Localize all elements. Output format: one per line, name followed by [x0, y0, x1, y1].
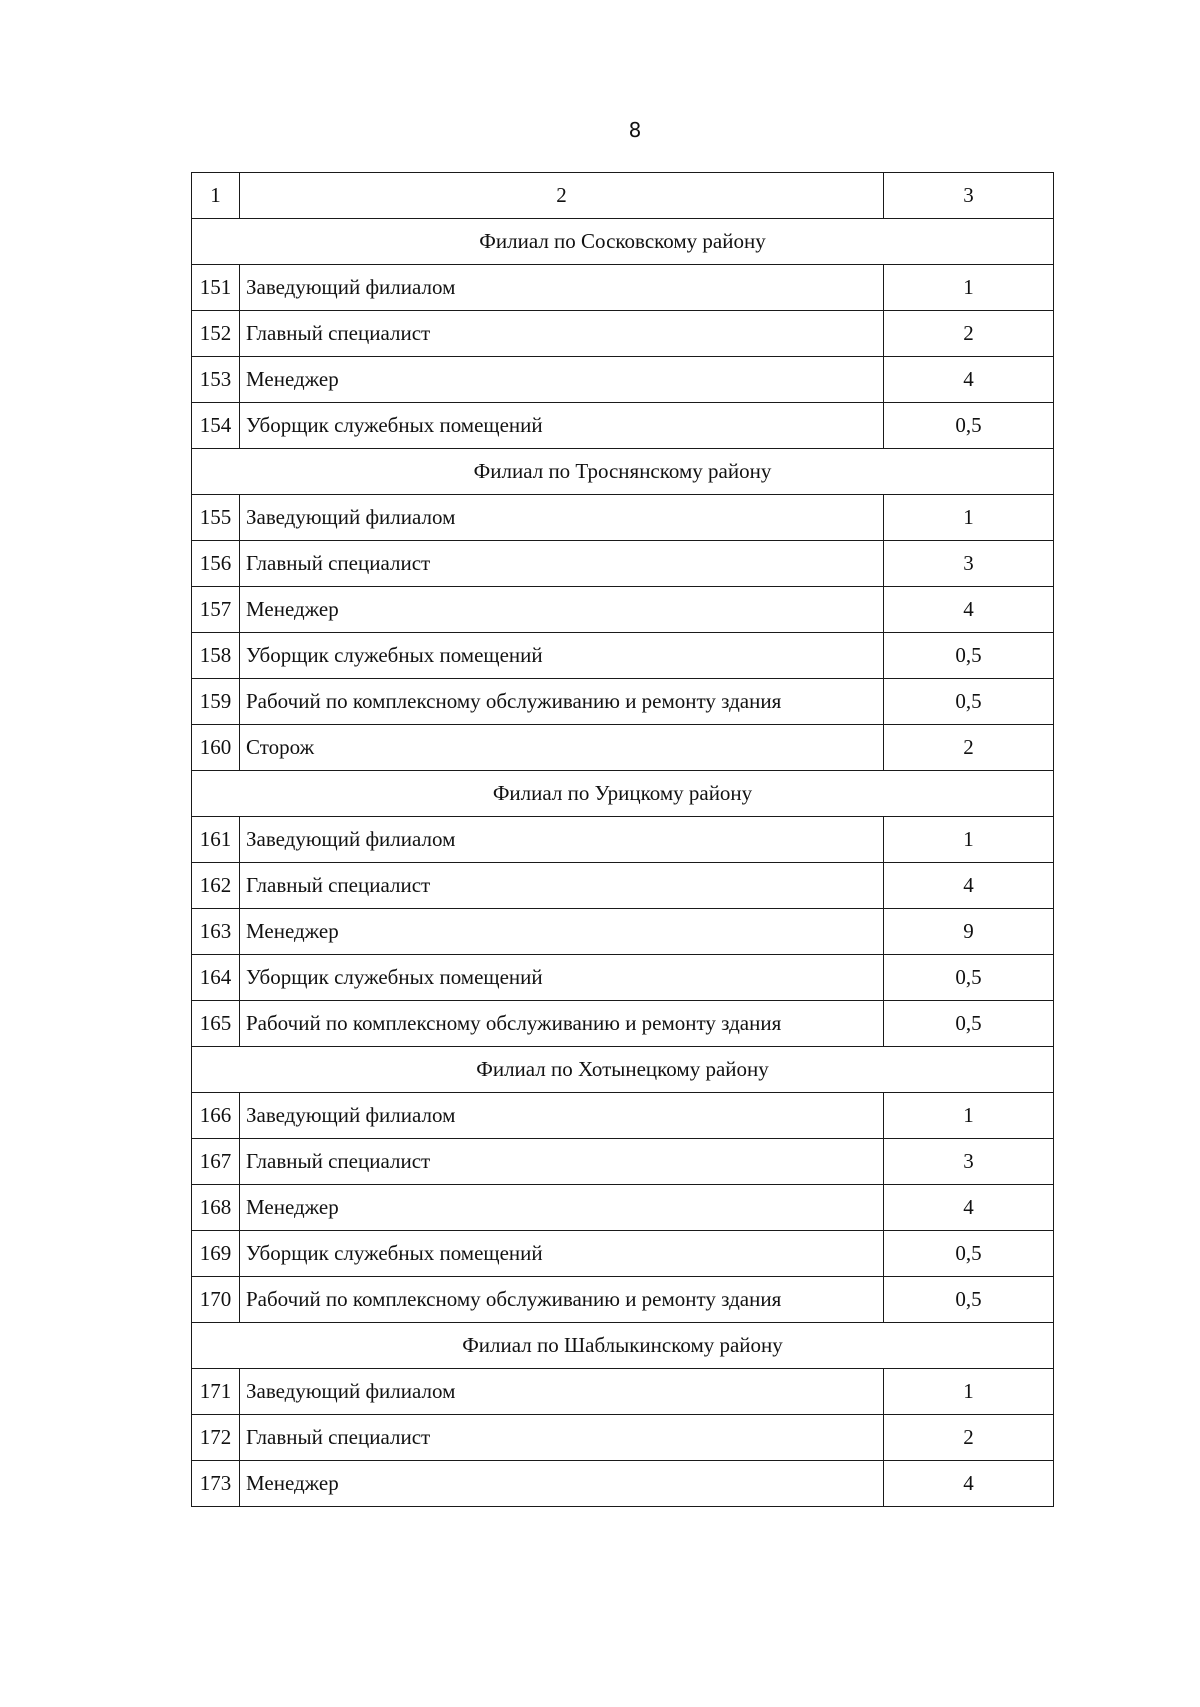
- staff-quantity: 0,5: [884, 955, 1054, 1001]
- staff-quantity: 0,5: [884, 1231, 1054, 1277]
- row-number: 167: [192, 1139, 240, 1185]
- position-name: Заведующий филиалом: [240, 1369, 884, 1415]
- table-row: [192, 1461, 1054, 1507]
- row-number: 171: [192, 1369, 240, 1415]
- section-header-row: [192, 219, 1054, 265]
- section-title: Филиал по Урицкому району: [192, 771, 1054, 817]
- staff-quantity: 4: [884, 587, 1054, 633]
- row-number: 162: [192, 863, 240, 909]
- staff-quantity: 2: [884, 1415, 1054, 1461]
- table-row: [192, 955, 1054, 1001]
- staff-quantity: 0,5: [884, 403, 1054, 449]
- table-row: [192, 1415, 1054, 1461]
- row-number: 156: [192, 541, 240, 587]
- position-name: Менеджер: [240, 1461, 884, 1507]
- section-header-row: [192, 1047, 1054, 1093]
- column-number-1: 1: [192, 173, 240, 219]
- column-number-row: [192, 173, 1054, 219]
- table-row: [192, 679, 1054, 725]
- staff-quantity: 2: [884, 311, 1054, 357]
- staff-quantity: 0,5: [884, 679, 1054, 725]
- position-name: Уборщик служебных помещений: [240, 1231, 884, 1277]
- position-name: Заведующий филиалом: [240, 1093, 884, 1139]
- section-header-row: [192, 771, 1054, 817]
- table-row: [192, 495, 1054, 541]
- row-number: 159: [192, 679, 240, 725]
- table-row: [192, 909, 1054, 955]
- staff-quantity: 1: [884, 495, 1054, 541]
- column-number-2: 2: [240, 173, 884, 219]
- staff-quantity: 1: [884, 1093, 1054, 1139]
- position-name: Заведующий филиалом: [240, 495, 884, 541]
- staff-quantity: 1: [884, 1369, 1054, 1415]
- section-title: Филиал по Шаблыкинскому району: [192, 1323, 1054, 1369]
- table-row: [192, 633, 1054, 679]
- table-row: [192, 541, 1054, 587]
- staff-quantity: 3: [884, 541, 1054, 587]
- position-name: Менеджер: [240, 1185, 884, 1231]
- column-number-3: 3: [884, 173, 1054, 219]
- row-number: 152: [192, 311, 240, 357]
- position-name: Главный специалист: [240, 1139, 884, 1185]
- row-number: 155: [192, 495, 240, 541]
- table-row: [192, 311, 1054, 357]
- position-name: Рабочий по комплексному обслуживанию и ремонту здания: [240, 679, 884, 725]
- staff-quantity: 4: [884, 1461, 1054, 1507]
- row-number: 161: [192, 817, 240, 863]
- row-number: 169: [192, 1231, 240, 1277]
- table-row: [192, 1277, 1054, 1323]
- staff-quantity: 9: [884, 909, 1054, 955]
- page-number: 8: [628, 118, 642, 142]
- table-row: [192, 1369, 1054, 1415]
- table-row: [192, 863, 1054, 909]
- row-number: 163: [192, 909, 240, 955]
- position-name: Главный специалист: [240, 311, 884, 357]
- row-number: 157: [192, 587, 240, 633]
- table-row: [192, 357, 1054, 403]
- row-number: 173: [192, 1461, 240, 1507]
- row-number: 160: [192, 725, 240, 771]
- staff-quantity: 4: [884, 863, 1054, 909]
- row-number: 165: [192, 1001, 240, 1047]
- section-title: Филиал по Сосковскому району: [192, 219, 1054, 265]
- position-name: Менеджер: [240, 357, 884, 403]
- staff-table: [191, 172, 1054, 1507]
- row-number: 154: [192, 403, 240, 449]
- staff-quantity: 4: [884, 357, 1054, 403]
- position-name: Заведующий филиалом: [240, 817, 884, 863]
- position-name: Менеджер: [240, 909, 884, 955]
- section-header-row: [192, 449, 1054, 495]
- position-name: Сторож: [240, 725, 884, 771]
- staff-quantity: 0,5: [884, 1001, 1054, 1047]
- staff-quantity: 1: [884, 817, 1054, 863]
- row-number: 166: [192, 1093, 240, 1139]
- section-title: Филиал по Троснянскому району: [192, 449, 1054, 495]
- table-row: [192, 817, 1054, 863]
- staff-quantity: 0,5: [884, 633, 1054, 679]
- table-row: [192, 1231, 1054, 1277]
- row-number: 164: [192, 955, 240, 1001]
- table-row: [192, 587, 1054, 633]
- table-row: [192, 1185, 1054, 1231]
- table-row: [192, 1139, 1054, 1185]
- staff-quantity: 0,5: [884, 1277, 1054, 1323]
- table-row: [192, 725, 1054, 771]
- staff-quantity: 4: [884, 1185, 1054, 1231]
- position-name: Менеджер: [240, 587, 884, 633]
- position-name: Уборщик служебных помещений: [240, 955, 884, 1001]
- staff-quantity: 2: [884, 725, 1054, 771]
- table-row: [192, 1001, 1054, 1047]
- row-number: 153: [192, 357, 240, 403]
- row-number: 151: [192, 265, 240, 311]
- table-row: [192, 1093, 1054, 1139]
- position-name: Уборщик служебных помещений: [240, 403, 884, 449]
- row-number: 168: [192, 1185, 240, 1231]
- row-number: 172: [192, 1415, 240, 1461]
- position-name: Рабочий по комплексному обслуживанию и ремонту здания: [240, 1277, 884, 1323]
- staff-table-body: [192, 173, 1054, 1507]
- staff-quantity: 3: [884, 1139, 1054, 1185]
- position-name: Заведующий филиалом: [240, 265, 884, 311]
- position-name: Главный специалист: [240, 863, 884, 909]
- position-name: Главный специалист: [240, 1415, 884, 1461]
- section-header-row: [192, 1323, 1054, 1369]
- row-number: 158: [192, 633, 240, 679]
- row-number: 170: [192, 1277, 240, 1323]
- position-name: Уборщик служебных помещений: [240, 633, 884, 679]
- staff-quantity: 1: [884, 265, 1054, 311]
- table-row: [192, 265, 1054, 311]
- table-row: [192, 403, 1054, 449]
- position-name: Рабочий по комплексному обслуживанию и ремонту здания: [240, 1001, 884, 1047]
- position-name: Главный специалист: [240, 541, 884, 587]
- section-title: Филиал по Хотынецкому району: [192, 1047, 1054, 1093]
